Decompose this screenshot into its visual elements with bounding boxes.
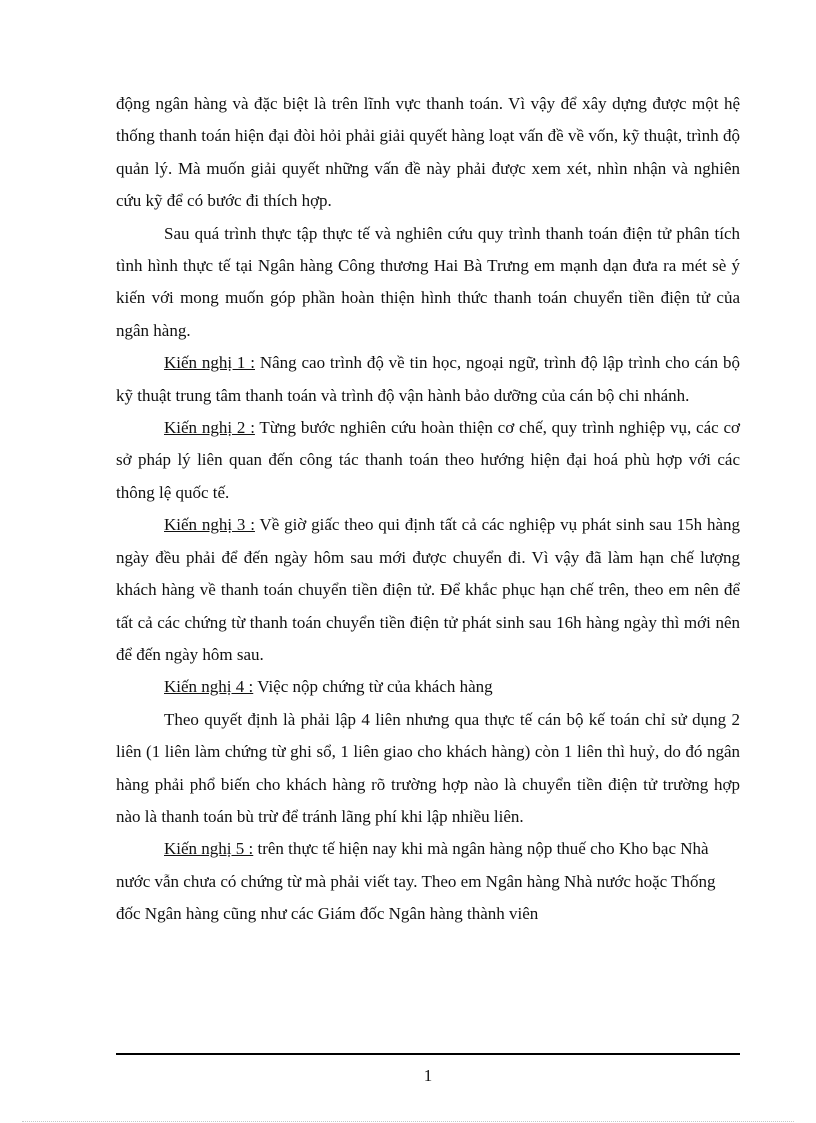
- paragraph-text: Sau quá trình thực tập thực tế và nghiên cứu quy trình thanh toán điện tử phân tích tình hình thực tế tại Ngân hàng Công thương Hai Bà Trưng em mạnh dạn đưa ra mét sè ý kiến với mong muốn góp phần hoàn thiện hình thức thanh toán chuyển tiền điện tử của ngân hàng.: [116, 223, 740, 340]
- paragraph-recommendation-1: [116, 347, 740, 412]
- paragraph-text: động ngân hàng và đặc biệt là trên lĩnh vực thanh toán. Vì vậy để xây dựng được một hệ thống thanh toán hiện đại đòi hỏi phải giải quyết hàng loạt vấn đề về vốn, kỹ thuật, trình độ quản lý. Mà muốn giải quyết những vấn đề này phải được xem xét, nhìn nhận và nghiên cứu kỹ để có bước đi thích hợp.: [116, 94, 740, 211]
- recommendation-label: Kiến nghị 4 :: [164, 677, 254, 697]
- recommendation-label: Kiến nghị 5 :: [164, 839, 254, 859]
- paragraph-text: Từng bước nghiên cứu hoàn thiện cơ chế, quy trình nghiệp vụ, các cơ sở pháp lý liên quan đến công tác thanh toán theo hướng hiện đại hoá phù hợp với các thông lệ quốc tế.: [116, 418, 740, 502]
- paragraph-intro: [116, 88, 740, 218]
- paragraph-summary: [116, 218, 740, 348]
- paragraph-recommendation-2: [116, 412, 740, 509]
- paragraph-recommendation-4: [116, 671, 740, 703]
- paragraph-text: Về giờ giấc theo qui định tất cả các nghiệp vụ phát sinh sau 15h hàng ngày đều phải để đến ngày hôm sau mới được chuyển đi. Vì vậy đã làm hạn chế lượng khách hàng về thanh toán chuyển tiền điện tử. Để khắc phục hạn chế trên, theo em nên để tất cả các chứng từ thanh toán chuyển tiền điện tử phát sinh sau 16h hàng ngày thì mới nên để đến ngày hôm sau.: [116, 515, 740, 664]
- paragraph-text: Việc nộp chứng từ của khách hàng: [253, 677, 493, 697]
- recommendation-label: Kiến nghị 3 :: [164, 515, 255, 535]
- paragraph-text: Nâng cao trình độ về tin học, ngoại ngữ, trình độ lập trình cho cán bộ kỹ thuật trung tâm thanh toán và trình độ vận hành bảo dưỡng của cán bộ chi nhánh.: [116, 353, 740, 405]
- footer-divider: [116, 1053, 740, 1055]
- recommendation-label: Kiến nghị 1 :: [164, 353, 255, 373]
- paragraph-recommendation-5: [116, 833, 740, 930]
- document-body: [116, 88, 740, 931]
- recommendation-label: Kiến nghị 2 :: [164, 418, 255, 438]
- page-bottom-border: [22, 1121, 794, 1122]
- page-number: 1: [423, 1066, 433, 1085]
- paragraph-text: trên thực tế hiện nay khi mà ngân hàng nộp thuế cho Kho bạc Nhà nước vẫn chưa có chứng từ mà phải viết tay. Theo em Ngân hàng Nhà nước hoặc Thống đốc Ngân hàng cũng như các Giám đốc Ngân hàng thành viên: [116, 839, 716, 924]
- paragraph-recommendation-3: [116, 509, 740, 671]
- paragraph-text: Theo quyết định là phải lập 4 liên nhưng qua thực tế cán bộ kế toán chỉ sử dụng 2 liên (1 liên làm chứng từ ghi sổ, 1 liên giao cho khách hàng) còn 1 liên thì huỷ, do đó ngân hàng phải phổ biến cho khách hàng rõ trường hợp nào là chuyển tiền điện tử trường hợp nào là thanh toán bù trừ để tránh lãng phí khi lập nhiều liên.: [116, 709, 740, 826]
- paragraph-recommendation-4-detail: [116, 704, 740, 834]
